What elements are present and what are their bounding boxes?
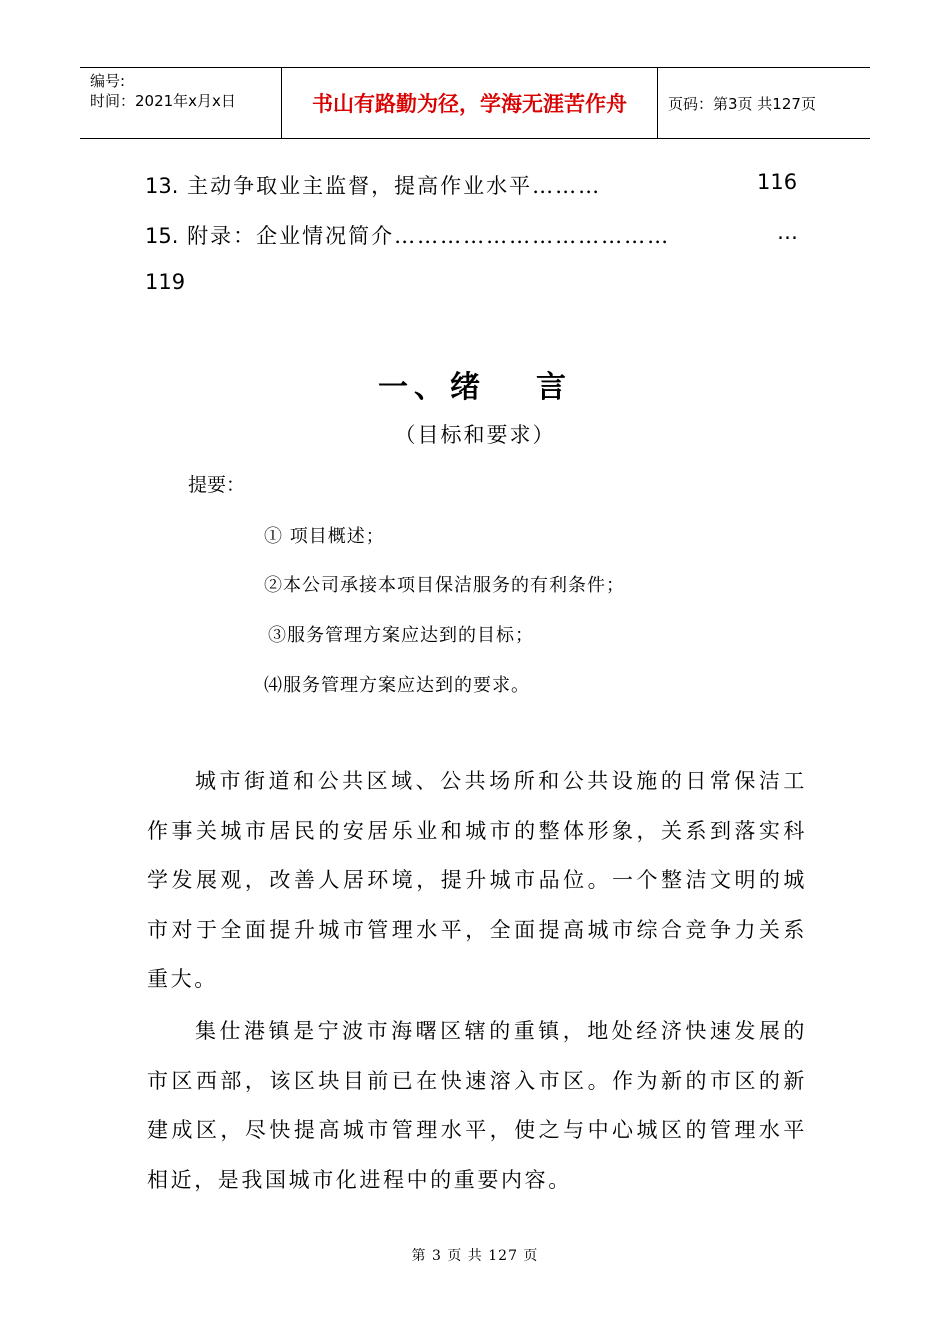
body-paragraph: 城市街道和公共区域、公共场所和公共设施的日常保洁工作事关城市居民的安居乐业和城市的整体形象，关系到落实科学发展观，改善人居环境，提升城市品位。一个整洁文明的城市对于全面提升城市管理水平，全面提高城市综合竞争力关系重大。 bbox=[147, 769, 807, 991]
summary-item: ③服务管理方案应达到的目标； bbox=[268, 625, 534, 646]
toc-entry-number: 13. bbox=[145, 174, 179, 198]
time-label: 时间：2021年x月x日 bbox=[90, 92, 236, 110]
section-subtitle: （目标和要求） bbox=[394, 423, 556, 447]
toc-entry-number: 15. bbox=[145, 224, 179, 248]
summary-item: ②本公司承接本项目保洁服务的有利条件； bbox=[264, 575, 625, 596]
toc-entry-page: 119 bbox=[145, 270, 186, 294]
header-meta bbox=[80, 68, 282, 138]
summary-label: 提要： bbox=[188, 474, 246, 496]
document-header bbox=[80, 67, 870, 139]
toc-entry-page: 116 bbox=[757, 170, 798, 194]
toc-entry-13 bbox=[145, 170, 601, 200]
toc-entry-text: 附录：企业情况简介……………………………… bbox=[187, 224, 671, 248]
summary-item: ⑷服务管理方案应达到的要求。 bbox=[264, 675, 530, 696]
section-title-part1: 一、绪 bbox=[378, 370, 486, 405]
body-paragraph: 集仕港镇是宁波市海曙区辖的重镇，地处经济快速发展的市区西部，该区块目前已在快速溶入市区。作为新的市区的新建成区，尽快提高城市管理水平，使之与中心城区的管理水平相近，是我国城市化进程中的重要内容。 bbox=[147, 1019, 807, 1192]
toc-entry-15 bbox=[145, 220, 670, 250]
toc-entry-text: 主动争取业主监督，提高作业水平……… bbox=[187, 174, 602, 198]
header-page-info: 页码：第3页 共127页 bbox=[668, 94, 816, 113]
summary-item: ① 项目概述； bbox=[264, 526, 385, 547]
header-motto: 书山有路勤为径，学海无涯苦作舟 bbox=[282, 68, 658, 138]
section-title bbox=[0, 362, 950, 406]
toc-entry-dots-tail: … bbox=[777, 220, 798, 244]
number-label: 编号: bbox=[90, 72, 126, 90]
section-title-part2: 言 bbox=[536, 370, 572, 405]
page-footer: 第 3 页 共 127 页 bbox=[411, 1248, 539, 1264]
